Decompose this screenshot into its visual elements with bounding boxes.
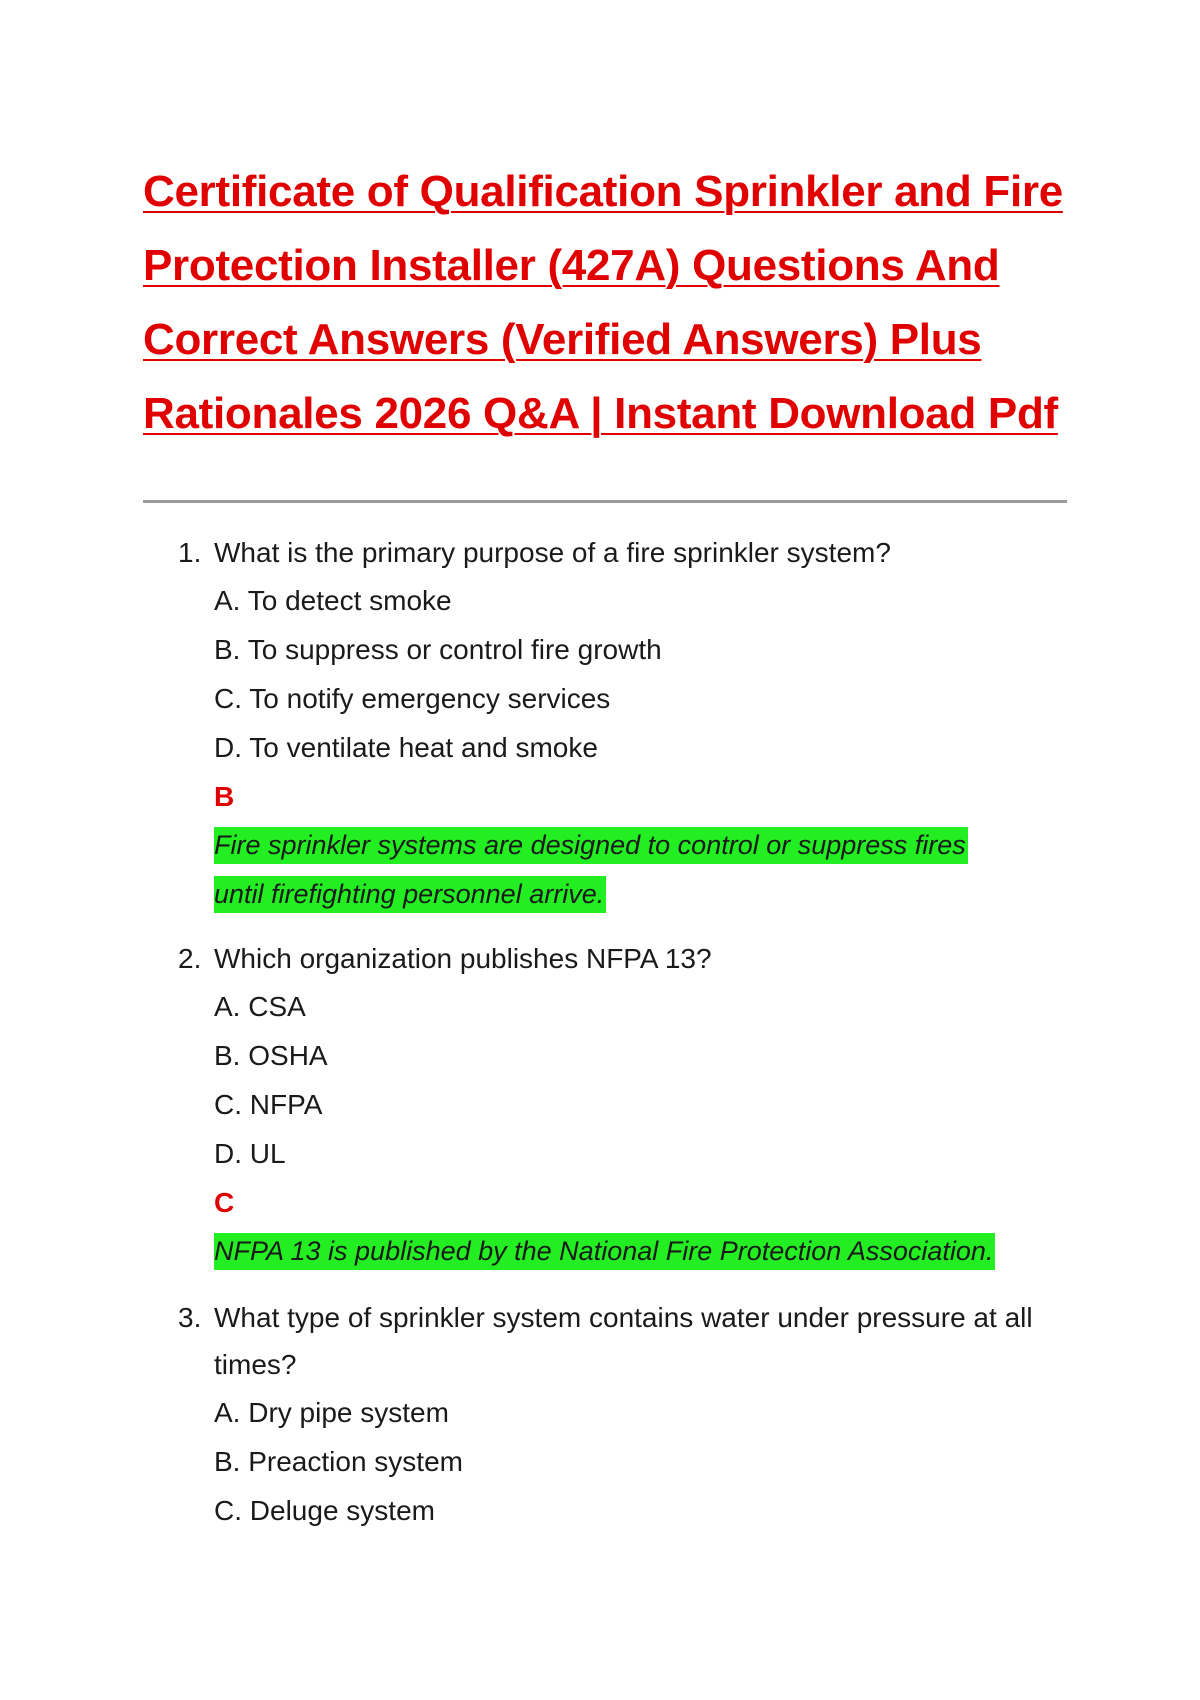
- correct-answer: C: [214, 1187, 235, 1218]
- answer-option: C. To notify emergency services: [214, 683, 611, 714]
- rationale: [178, 821, 1014, 919]
- question-header: [178, 1294, 1084, 1388]
- question-header: [178, 935, 1078, 982]
- question-text: What type of sprinkler system contains water under pressure at all times?: [214, 1302, 1033, 1380]
- rationale: [178, 1227, 1114, 1276]
- answer-option: A. CSA: [214, 991, 306, 1022]
- title-line: Correct Answers (Verified Answers) Plus: [143, 315, 982, 364]
- question-item: [178, 529, 1078, 919]
- answer-option: A. Dry pipe system: [214, 1397, 449, 1428]
- correct-answer: B: [214, 781, 235, 812]
- divider: [143, 500, 1067, 503]
- document-title: [143, 155, 1083, 451]
- question-text: Which organization publishes NFPA 13?: [214, 943, 712, 974]
- question-item: [178, 935, 1078, 1276]
- title-line: Rationales 2026 Q&A | Instant Download Pdf: [143, 389, 1058, 438]
- question-number: 3.: [178, 1302, 202, 1333]
- answer-option: D. UL: [214, 1138, 286, 1169]
- answer-option: C. Deluge system: [214, 1495, 435, 1526]
- title-line: Certificate of Qualification Sprinkler and Fire: [143, 167, 1063, 216]
- answer-option: B. OSHA: [214, 1040, 328, 1071]
- question-number: 1.: [178, 537, 202, 568]
- answer-option: C. NFPA: [214, 1089, 323, 1120]
- answer-option: D. To ventilate heat and smoke: [214, 732, 598, 763]
- question-item: [178, 1294, 1078, 1535]
- answer-option: B. Preaction system: [214, 1446, 463, 1477]
- rationale-text: NFPA 13 is published by the National Fire Protection Association.: [214, 1233, 995, 1270]
- title-line: Protection Installer (427A) Questions And: [143, 241, 1000, 290]
- answer-option: B. To suppress or control fire growth: [214, 634, 662, 665]
- question-header: [178, 529, 1078, 576]
- rationale-text: Fire sprinkler systems are designed to control or suppress fires until firefighting personnel arrive.: [214, 827, 968, 913]
- answer-option: A. To detect smoke: [214, 585, 452, 616]
- question-number: 2.: [178, 943, 202, 974]
- question-text: What is the primary purpose of a fire sprinkler system?: [214, 537, 891, 568]
